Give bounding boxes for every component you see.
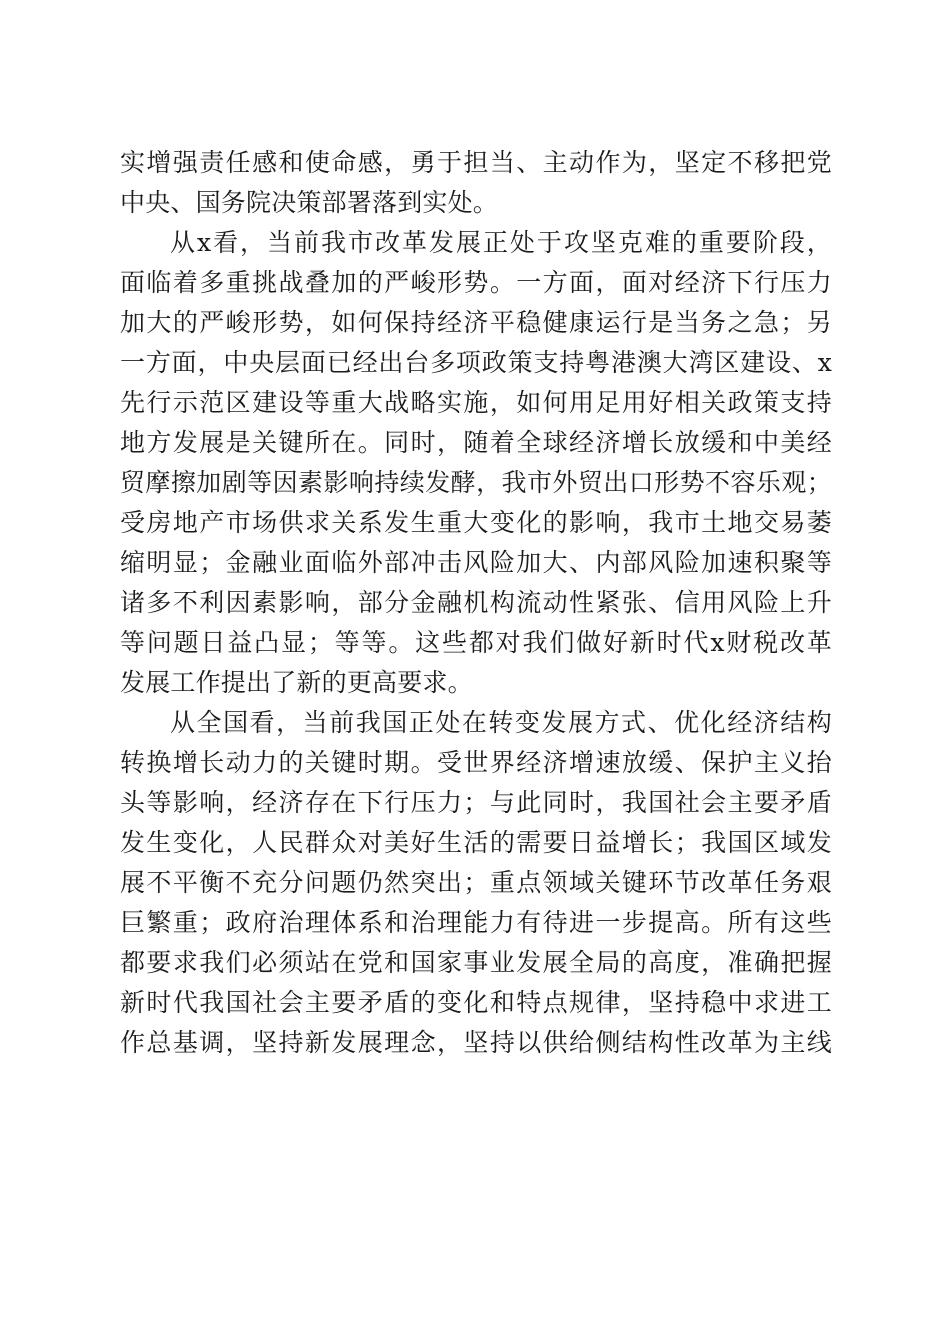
text-line: 都要求我们必须站在党和国家事业发展全局的高度，准确把握 [120,948,832,977]
paragraph-3 [120,703,832,1063]
text-line: 面临着多重挑战叠加的严峻形势。一方面，面对经济下行压力 [120,268,832,297]
text-line: 巨繁重；政府治理体系和治理能力有待进一步提高。所有这些 [120,908,832,937]
text-line: 地方发展是关键所在。同时，随着全球经济增长放缓和中美经 [120,428,832,457]
paragraph-2 [120,223,832,703]
text-line: 展不平衡不充分问题仍然突出；重点领域关键环节改革任务艰 [120,868,832,897]
document-body [120,143,832,1063]
text-line: 作总基调，坚持新发展理念，坚持以供给侧结构性改革为主线 [120,1028,832,1057]
text-line: 一方面，中央层面已经出台多项政策支持粤港澳大湾区建设、x [120,348,832,377]
text-line: 受房地产市场供求关系发生重大变化的影响，我市土地交易萎 [120,508,832,537]
text-line: 转换增长动力的关键时期。受世界经济增速放缓、保护主义抬 [120,748,832,777]
text-line: 从全国看，当前我国正处在转变发展方式、优化经济结构 [170,708,832,737]
text-line: 发展工作提出了新的更高要求。 [120,668,473,697]
text-line: 发生变化，人民群众对美好生活的需要日益增长；我国区域发 [120,828,832,857]
text-line: 先行示范区建设等重大战略实施，如何用足用好相关政策支持 [120,388,832,417]
text-line: 加大的严峻形势，如何保持经济平稳健康运行是当务之急；另 [120,308,832,337]
text-line: 等问题日益凸显；等等。这些都对我们做好新时代x财税改革 [120,628,832,657]
text-line: 实增强责任感和使命感，勇于担当、主动作为，坚定不移把党 [120,148,832,177]
text-line: 诸多不利因素影响，部分金融机构流动性紧张、信用风险上升 [120,588,832,617]
text-line: 从x看，当前我市改革发展正处于攻坚克难的重要阶段， [170,228,832,257]
paragraph-1 [120,143,832,223]
text-line: 头等影响，经济存在下行压力；与此同时，我国社会主要矛盾 [120,788,832,817]
text-line: 贸摩擦加剧等因素影响持续发酵，我市外贸出口形势不容乐观； [120,468,832,497]
text-line: 缩明显；金融业面临外部冲击风险加大、内部风险加速积聚等 [120,548,832,577]
text-line: 中央、国务院决策部署落到实处。 [120,188,499,217]
text-line: 新时代我国社会主要矛盾的变化和特点规律，坚持稳中求进工 [120,988,832,1017]
